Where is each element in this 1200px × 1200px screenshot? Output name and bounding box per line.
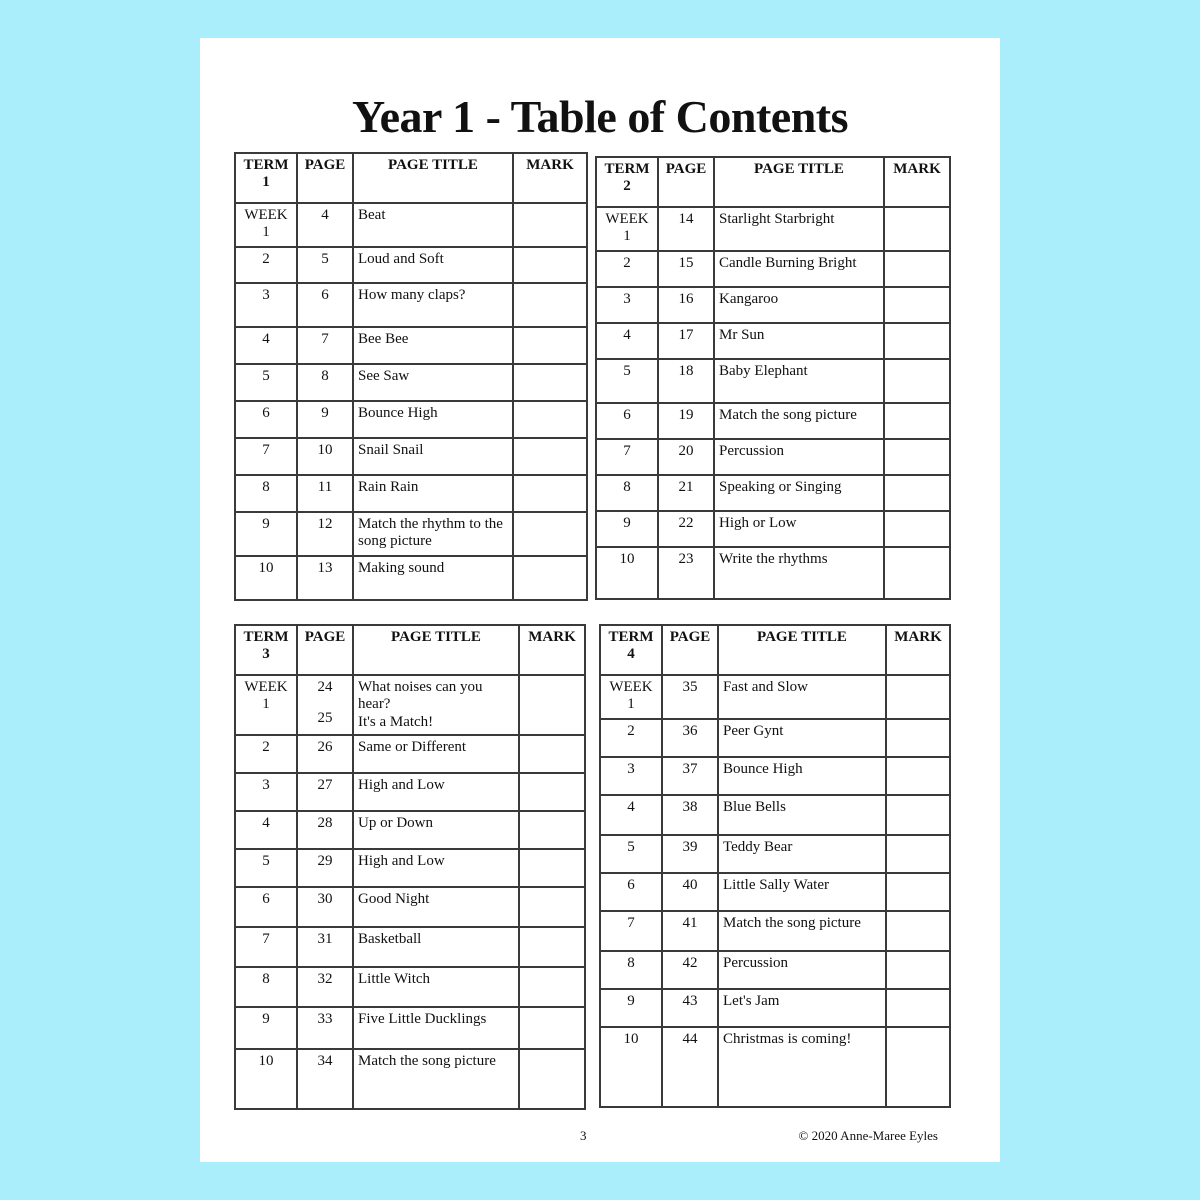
- week-cell: 7: [596, 439, 658, 475]
- title-cell: What noises can you hear? It's a Match!: [353, 675, 519, 735]
- table-row: [600, 989, 950, 1027]
- title-cell: Christmas is coming!: [718, 1027, 886, 1107]
- week-cell: 8: [600, 951, 662, 989]
- term-2-table: [595, 156, 951, 600]
- week-cell: 4: [600, 795, 662, 835]
- page-cell: 39: [662, 835, 718, 873]
- title-cell: Bee Bee: [353, 327, 513, 364]
- mark-cell[interactable]: [886, 795, 950, 835]
- mark-cell[interactable]: [513, 438, 587, 475]
- mark-cell[interactable]: [519, 887, 585, 927]
- document-page: [200, 38, 1000, 1162]
- page-cell: 4: [297, 203, 353, 247]
- mark-cell[interactable]: [886, 675, 950, 719]
- table-row: [596, 207, 950, 251]
- mark-cell[interactable]: [884, 287, 950, 323]
- table-row: [596, 511, 950, 547]
- mark-header: MARK: [513, 153, 587, 203]
- page-cell: 24 25: [297, 675, 353, 735]
- mark-cell[interactable]: [519, 811, 585, 849]
- term-4-table: [599, 624, 951, 1108]
- week-cell: WEEK 1: [600, 675, 662, 719]
- table-row: [235, 849, 585, 887]
- title-cell: High or Low: [714, 511, 884, 547]
- page-cell: 38: [662, 795, 718, 835]
- page-cell: 20: [658, 439, 714, 475]
- title-cell: Candle Burning Bright: [714, 251, 884, 287]
- term-header: TERM 1: [235, 153, 297, 203]
- page-cell: 40: [662, 873, 718, 911]
- week-cell: 9: [600, 989, 662, 1027]
- table-row: [596, 403, 950, 439]
- week-cell: 5: [600, 835, 662, 873]
- week-cell: 2: [235, 247, 297, 283]
- table-row: [596, 547, 950, 599]
- page-cell: 37: [662, 757, 718, 795]
- page-cell: 13: [297, 556, 353, 600]
- table-row: [235, 512, 587, 556]
- page-cell: 22: [658, 511, 714, 547]
- mark-cell[interactable]: [519, 773, 585, 811]
- mark-cell[interactable]: [513, 512, 587, 556]
- mark-cell[interactable]: [513, 247, 587, 283]
- mark-cell[interactable]: [884, 547, 950, 599]
- mark-cell[interactable]: [513, 475, 587, 512]
- page-header: PAGE: [297, 153, 353, 203]
- mark-cell[interactable]: [884, 403, 950, 439]
- page-cell: 5: [297, 247, 353, 283]
- page-cell: 18: [658, 359, 714, 403]
- page-cell: 34: [297, 1049, 353, 1109]
- page-cell: 33: [297, 1007, 353, 1049]
- week-cell: 3: [235, 773, 297, 811]
- title-cell: Teddy Bear: [718, 835, 886, 873]
- page-number: 3: [580, 1128, 587, 1143]
- page-title-header: PAGE TITLE: [718, 625, 886, 675]
- table-row: [596, 439, 950, 475]
- mark-cell[interactable]: [519, 675, 585, 735]
- page-title-header: PAGE TITLE: [353, 153, 513, 203]
- week-cell: 6: [235, 887, 297, 927]
- week-cell: WEEK 1: [596, 207, 658, 251]
- page-cell: 30: [297, 887, 353, 927]
- title-cell: Let's Jam: [718, 989, 886, 1027]
- title-cell: Match the song picture: [714, 403, 884, 439]
- mark-cell[interactable]: [884, 323, 950, 359]
- week-cell: 7: [600, 911, 662, 951]
- mark-cell[interactable]: [519, 967, 585, 1007]
- mark-cell[interactable]: [513, 283, 587, 327]
- page-title-header: PAGE TITLE: [353, 625, 519, 675]
- table-header-row: [235, 153, 587, 203]
- title-cell: Bounce High: [718, 757, 886, 795]
- title-cell: How many claps?: [353, 283, 513, 327]
- title-cell: Little Witch: [353, 967, 519, 1007]
- table-row: [235, 438, 587, 475]
- term-1-table: [234, 152, 588, 601]
- week-cell: 5: [596, 359, 658, 403]
- week-cell: 2: [235, 735, 297, 773]
- week-cell: 6: [235, 401, 297, 438]
- page-cell: 6: [297, 283, 353, 327]
- week-cell: 5: [235, 849, 297, 887]
- page-title: Year 1 - Table of Contents: [351, 91, 848, 142]
- page-cell: 12: [297, 512, 353, 556]
- table-row: [235, 475, 587, 512]
- table-row: [235, 1049, 585, 1109]
- mark-cell[interactable]: [519, 1007, 585, 1049]
- table-row: [596, 323, 950, 359]
- page-cell: 9: [297, 401, 353, 438]
- page-cell: 36: [662, 719, 718, 757]
- table-header-row: [596, 157, 950, 207]
- title-cell: Making sound: [353, 556, 513, 600]
- table-row: [235, 735, 585, 773]
- week-cell: 2: [600, 719, 662, 757]
- title-cell: Fast and Slow: [718, 675, 886, 719]
- title-cell: Beat: [353, 203, 513, 247]
- title-cell: Match the rhythm to the song picture: [353, 512, 513, 556]
- page-header: PAGE: [662, 625, 718, 675]
- mark-cell[interactable]: [513, 327, 587, 364]
- mark-cell[interactable]: [884, 251, 950, 287]
- week-cell: 5: [235, 364, 297, 401]
- title-cell: Basketball: [353, 927, 519, 967]
- mark-cell[interactable]: [519, 1049, 585, 1109]
- table-row: [600, 1027, 950, 1107]
- page-cell: 23: [658, 547, 714, 599]
- page-cell: 29: [297, 849, 353, 887]
- mark-header: MARK: [884, 157, 950, 207]
- page-cell: 28: [297, 811, 353, 849]
- table-row: [235, 927, 585, 967]
- title-cell: Little Sally Water: [718, 873, 886, 911]
- title-cell: Kangaroo: [714, 287, 884, 323]
- week-cell: 9: [596, 511, 658, 547]
- title-cell: Mr Sun: [714, 323, 884, 359]
- title-cell: High and Low: [353, 773, 519, 811]
- title-cell: Blue Bells: [718, 795, 886, 835]
- page-cell: 27: [297, 773, 353, 811]
- mark-cell[interactable]: [513, 203, 587, 247]
- mark-cell[interactable]: [886, 951, 950, 989]
- table-row: [235, 364, 587, 401]
- week-cell: 3: [600, 757, 662, 795]
- table-row: [600, 911, 950, 951]
- page-cell: 26: [297, 735, 353, 773]
- mark-cell[interactable]: [513, 364, 587, 401]
- week-cell: 4: [596, 323, 658, 359]
- title-cell: Five Little Ducklings: [353, 1007, 519, 1049]
- week-cell: 4: [235, 327, 297, 364]
- week-cell: 7: [235, 927, 297, 967]
- mark-cell[interactable]: [519, 927, 585, 967]
- mark-cell[interactable]: [884, 511, 950, 547]
- table-row: [596, 287, 950, 323]
- week-cell: 9: [235, 1007, 297, 1049]
- table-row: [600, 757, 950, 795]
- page-cell: 10: [297, 438, 353, 475]
- week-cell: 3: [235, 283, 297, 327]
- table-row: [235, 811, 585, 849]
- title-cell: Same or Different: [353, 735, 519, 773]
- table-row: [600, 873, 950, 911]
- week-cell: 10: [235, 1049, 297, 1109]
- week-cell: 8: [235, 475, 297, 512]
- title-cell: Match the song picture: [718, 911, 886, 951]
- page-title-header: PAGE TITLE: [714, 157, 884, 207]
- mark-cell[interactable]: [886, 989, 950, 1027]
- title-cell: Rain Rain: [353, 475, 513, 512]
- week-cell: 2: [596, 251, 658, 287]
- page-cell: 21: [658, 475, 714, 511]
- table-row: [235, 327, 587, 364]
- title-cell: Loud and Soft: [353, 247, 513, 283]
- page-cell: 15: [658, 251, 714, 287]
- mark-cell[interactable]: [886, 835, 950, 873]
- table-row: [235, 773, 585, 811]
- term-header: TERM 4: [600, 625, 662, 675]
- title-cell: Starlight Starbright: [714, 207, 884, 251]
- table-row: [600, 951, 950, 989]
- table-row: [235, 283, 587, 327]
- mark-header: MARK: [519, 625, 585, 675]
- table-row: [235, 556, 587, 600]
- term-header: TERM 2: [596, 157, 658, 207]
- mark-cell[interactable]: [519, 849, 585, 887]
- title-cell: Match the song picture: [353, 1049, 519, 1109]
- mark-cell[interactable]: [513, 556, 587, 600]
- page-cell: 16: [658, 287, 714, 323]
- page-cell: 19: [658, 403, 714, 439]
- mark-cell[interactable]: [886, 911, 950, 951]
- title-cell: Percussion: [714, 439, 884, 475]
- mark-cell[interactable]: [519, 735, 585, 773]
- page-cell: 32: [297, 967, 353, 1007]
- week-cell: 7: [235, 438, 297, 475]
- page-cell: 8: [297, 364, 353, 401]
- term-3-table: [234, 624, 586, 1110]
- week-cell: 10: [596, 547, 658, 599]
- table-row: [235, 203, 587, 247]
- page-header: PAGE: [658, 157, 714, 207]
- week-cell: 8: [596, 475, 658, 511]
- page-cell: 35: [662, 675, 718, 719]
- table-header-row: [600, 625, 950, 675]
- title-cell: See Saw: [353, 364, 513, 401]
- week-cell: 8: [235, 967, 297, 1007]
- page-cell: 7: [297, 327, 353, 364]
- week-cell: 3: [596, 287, 658, 323]
- title-cell: Speaking or Singing: [714, 475, 884, 511]
- table-row: [235, 1007, 585, 1049]
- week-cell: 9: [235, 512, 297, 556]
- title-cell: Percussion: [718, 951, 886, 989]
- week-cell: WEEK 1: [235, 675, 297, 735]
- page-cell: 44: [662, 1027, 718, 1107]
- title-cell: Write the rhythms: [714, 547, 884, 599]
- table-row: [596, 475, 950, 511]
- mark-header: MARK: [886, 625, 950, 675]
- week-cell: 6: [600, 873, 662, 911]
- title-cell: Snail Snail: [353, 438, 513, 475]
- title-cell: Peer Gynt: [718, 719, 886, 757]
- table-header-row: [235, 625, 585, 675]
- page-cell: 17: [658, 323, 714, 359]
- mark-cell[interactable]: [884, 475, 950, 511]
- table-row: [235, 675, 585, 735]
- mark-cell[interactable]: [886, 719, 950, 757]
- title-cell: Bounce High: [353, 401, 513, 438]
- week-cell: 4: [235, 811, 297, 849]
- mark-cell[interactable]: [884, 439, 950, 475]
- title-cell: Good Night: [353, 887, 519, 927]
- mark-cell[interactable]: [886, 1027, 950, 1107]
- page-cell: 43: [662, 989, 718, 1027]
- page-header: PAGE: [297, 625, 353, 675]
- week-cell: WEEK 1: [235, 203, 297, 247]
- table-row: [235, 247, 587, 283]
- table-row: [596, 251, 950, 287]
- title-cell: Up or Down: [353, 811, 519, 849]
- page-cell: 42: [662, 951, 718, 989]
- page-cell: 31: [297, 927, 353, 967]
- table-row: [235, 887, 585, 927]
- title-cell: Baby Elephant: [714, 359, 884, 403]
- page-cell: 11: [297, 475, 353, 512]
- table-row: [235, 401, 587, 438]
- table-row: [600, 719, 950, 757]
- title-cell: High and Low: [353, 849, 519, 887]
- mark-cell[interactable]: [884, 359, 950, 403]
- mark-cell[interactable]: [886, 757, 950, 795]
- table-row: [600, 835, 950, 873]
- mark-cell[interactable]: [884, 207, 950, 251]
- page-cell: 41: [662, 911, 718, 951]
- table-row: [235, 967, 585, 1007]
- table-row: [600, 675, 950, 719]
- week-cell: 10: [235, 556, 297, 600]
- week-cell: 10: [600, 1027, 662, 1107]
- term-header: TERM 3: [235, 625, 297, 675]
- week-cell: 6: [596, 403, 658, 439]
- mark-cell[interactable]: [886, 873, 950, 911]
- mark-cell[interactable]: [513, 401, 587, 438]
- page-cell: 14: [658, 207, 714, 251]
- table-row: [600, 795, 950, 835]
- copyright-notice: © 2020 Anne-Maree Eyles: [798, 1128, 938, 1143]
- table-row: [596, 359, 950, 403]
